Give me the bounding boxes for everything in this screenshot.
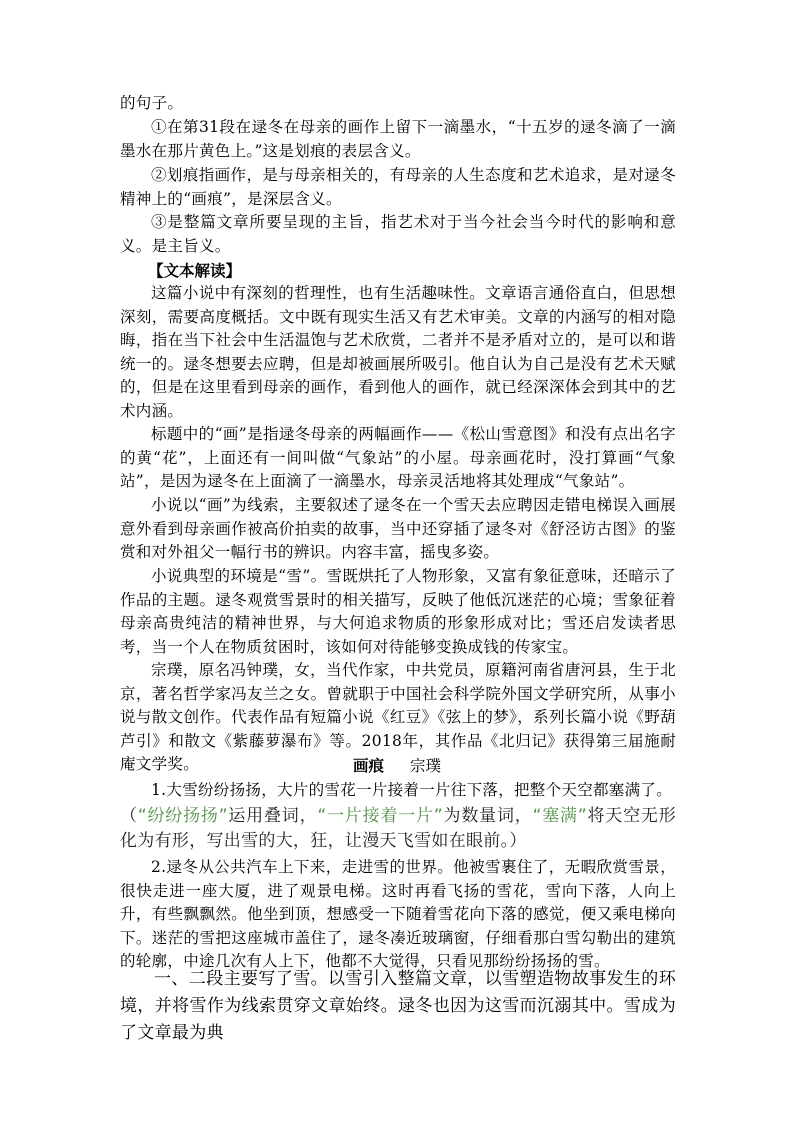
section-heading: 【文本解读】 xyxy=(148,261,242,280)
note-text-2: 为数量词， xyxy=(443,806,533,826)
point-2: ②划痕指画作，是与母亲相关的，有母亲的人生态度和艺术追求，是对逯冬精神上的“画痕”，是深层含义。 xyxy=(120,166,676,208)
story-paragraph-2: 2.逯冬从公共汽车上下来，走进雪的世界。他被雪裹住了，无暇欣赏雪景，很快走进一座大厦，进了观景电梯。这时再看飞扬的雪花，雪向下落，人向上升，有些飘飘然。他坐到顶，想感受一下随着雪花向下落的感觉，便又乘电梯向下。迷茫的雪把这座城市盖住了，逯冬凑近玻璃窗，仔细看那白雪勾勒出的建筑的轮廓，中途几次有人上下，他都不大觉得，只看见那纷纷扬扬的雪。 xyxy=(120,858,676,971)
story-author: 宗璞 xyxy=(410,757,442,775)
summary-paragraph: 一、二段主要写了雪。以雪引入整篇文章，以雪塑造物故事发生的环境，并将雪作为线索贯穿文章始终。逯冬也因为这雪而沉溺其中。雪成为了文章最为典 xyxy=(120,969,676,1043)
note-quote-2: “一片接着一片” xyxy=(317,806,443,826)
analysis-paragraph-1: 这篇小说中有深刻的哲理性，也有生活趣味性。文章语言通俗直白，但思想深刻，需要高度概括。文中既有现实生活又有艺术审美。文章的内涵写的相对隐晦，指在当下社会中生活温饱与艺术欣赏，二者并不是矛盾对立的，是可以和谐统一的。逯冬想要去应聘，但是却被画展所吸引。他自认为自己是没有艺术天赋的，但是在这里看到母亲的画作，看到他人的画作，就已经深深体会到其中的艺术内涵。 xyxy=(120,284,676,420)
story-title: 画痕 xyxy=(352,756,384,775)
analysis-paragraph-2: 标题中的“画”是指逯冬母亲的两幅画作——《松山雪意图》和没有点出名字的黄“花”，上面还有一间叫做“气象站”的小屋。母亲画花时，没打算画“气象站”，是因为逯冬在上面滴了一滴墨水，母亲灵活地将其处理成“气象站”。 xyxy=(120,425,676,491)
author-bio: 宗璞，原名冯钟璞，女，当代作家，中共党员，原籍河南省唐河县，生于北京，著名哲学家冯友兰之女。曾就职于中国社会科学院外国文学研究所，从事小说与散文创作。代表作品有短篇小说《红豆》《弦上的梦》，系列长篇小说《野葫芦引》和散文《紫藤萝瀑布》等。2018年，其作品《北归记》获得第三届施耐庵文学奖。 xyxy=(120,661,676,774)
note-text-3: 将天空无形化为有形，写出雪的大，狂，让漫天飞雪如在眼前。） xyxy=(120,806,677,851)
point-3: ③是整篇文章所要呈现的主旨，指艺术对于当今社会当今时代的影响和意义。是主旨义。 xyxy=(120,213,676,255)
analysis-paragraph-4: 小说典型的环境是“雪”。雪既烘托了人物形象，又富有象征意味，还暗示了作品的主题。逯冬观赏雪景时的相关描写，反映了他低沉迷茫的心境；雪象征着母亲高贵纯洁的精神世界，与大何追求物质的形象形成对比；雪还启发读者思考，当一个人在物质贫困时，该如何对待能够变换成钱的传家宝。 xyxy=(120,567,676,656)
note-open: （ xyxy=(120,806,138,826)
story-title-line xyxy=(0,754,794,778)
analysis-paragraph-3: 小说以“画”为线索，主要叙述了逯冬在一个雪天去应聘因走错电梯误入画展意外看到母亲画作被高价拍卖的故事，当中还穿插了逯冬对《舒泾访古图》的鉴赏和对外祖父一幅行书的辨识。内容丰富，摇曳多姿。 xyxy=(120,496,676,562)
point-1: ①在第31段在逯冬在母亲的画作上留下一滴墨水，“十五岁的逯冬滴了一滴墨水在那片黄色上。”这是划痕的表层含义。 xyxy=(120,118,676,160)
note-quote-1: “纷纷扬扬” xyxy=(137,806,228,826)
story-paragraph-1: 1.大雪纷纷扬扬，大片的雪花一片接着一片往下落，把整个天空都塞满了。 xyxy=(151,781,672,799)
annotation-note xyxy=(120,804,676,854)
top-fragment: 的句子。 xyxy=(120,94,184,112)
note-text-1: 运用叠词， xyxy=(227,806,318,826)
note-quote-3: “塞满” xyxy=(532,806,587,826)
